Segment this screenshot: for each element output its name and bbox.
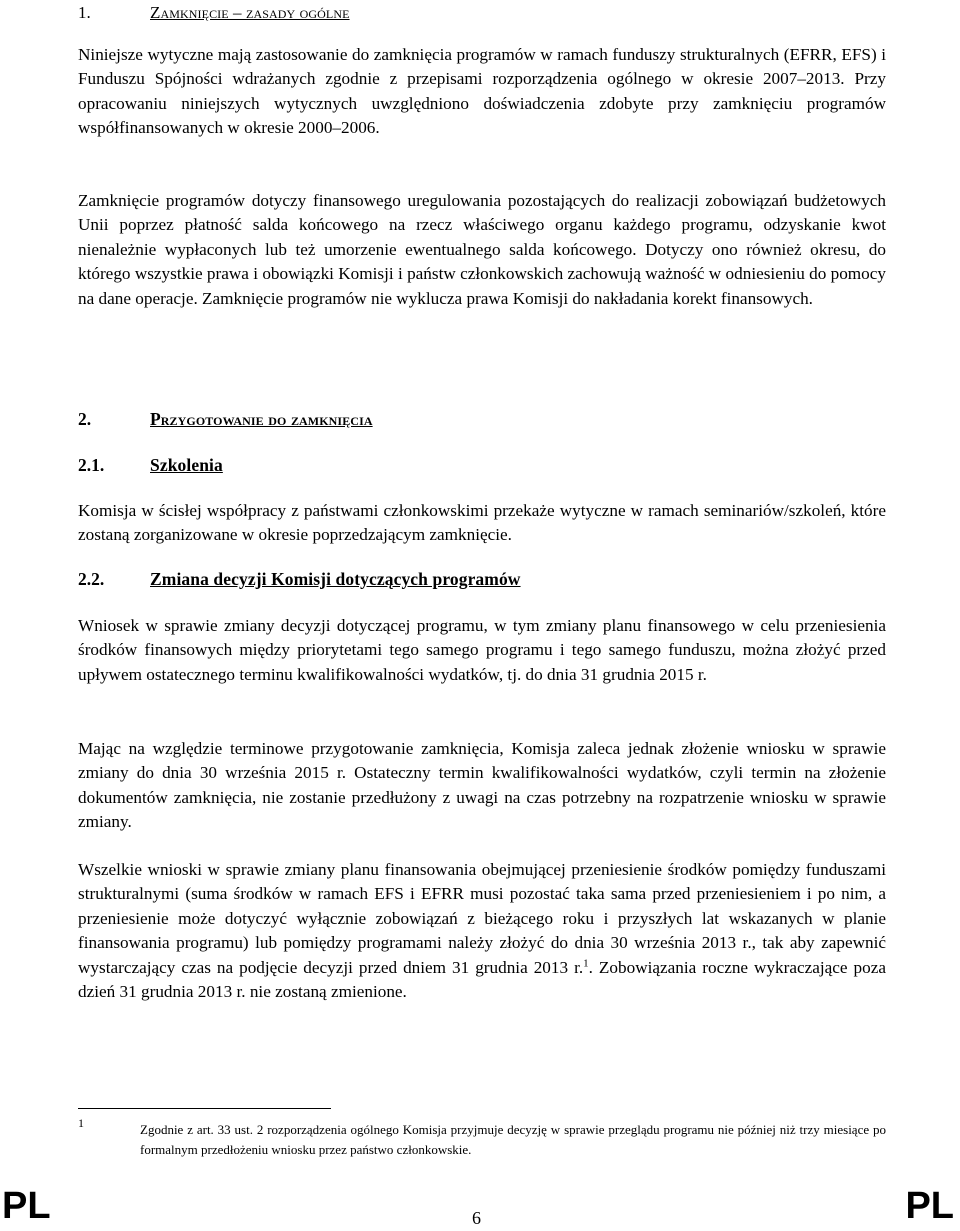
paragraph-training: Komisja w ścisłej współpracy z państwami członkowskimi przekaże wytyczne w ramach seminariów/szkoleń, które zostaną zorganizowane w okresie poprzedzającym zamknięcie. [78,501,886,545]
section-number: 2. [78,409,92,429]
paragraph-text: . Zobowiązania roczne wykraczające poza dzień 31 grudnia 2013 r. nie zostaną zmienione. [78,957,886,1002]
page-number: 6 [472,1208,481,1228]
section-title: Przygotowanie do zamknięcia [150,409,373,429]
paragraph-amendment-request: Wniosek w sprawie zmiany decyzji dotyczącej programu, w tym zmiany planu finansowego w celu przeniesienia środków finansowych między priorytetami tego samego programu i tego samego funduszu, można złożyć przed upływem ostatecznego terminu kwalifikowalności wydatków, tj. do dnia 31 grudnia 2015 r. [78,616,886,684]
paragraph-text: Wszelkie wnioski w sprawie zmiany planu finansowania obejmującej przeniesienie środków pomiędzy funduszami strukturalnymi (suma środków w ramach EFS i EFRR musi pozostać taka sama przed przeniesieniem i po nim, a przeniesienie może dotyczyć wyłącznie zobowiązań z bieżącego roku i przyszłych lat wskazanych w planie finansowania programu) lub pomiędzy programami należy złożyć do dnia 30 września 2013 r., tak aby zapewnić wystarczający czas na podjęcie decyzji przed dniem 31 grudnia 2013 r. [78,860,886,977]
footnote-text: Zgodnie z art. 33 ust. 2 rozporządzenia ogólnego Komisja przyjmuje decyzję w sprawie przeglądu programu nie później niż trzy miesiące po formalnym przedłożeniu wniosku przez państwo członkowskie. [140,1122,886,1157]
paragraph-closure-definition: Zamknięcie programów dotyczy finansowego uregulowania pozostających do realizacji zobowiązań budżetowych Unii poprzez płatność salda końcowego na rzecz właściwego organu każdego programu, odzyskanie kwot nienależnie wypłaconych lub też umorzenie ewentualnego salda końcowego. Dotyczy ono również okresu, do którego wszystkie prawa i obowiązki Komisji i państw członkowskich zachowują ważność w odniesieniu do pomocy na dane operacje. Zamknięcie programów nie wyklucza prawa Komisji do nakładania korekt finansowych. [78,191,886,308]
section-number: 2.1. [78,455,105,475]
section-number: 2.2. [78,569,105,589]
language-code-left: PL [2,1185,51,1227]
section-number: 1. [78,3,91,22]
footnote-reference[interactable]: 1 [583,956,589,969]
paragraph-fund-transfer [78,858,886,1004]
footnote-separator [78,1108,331,1109]
section-title: Zmiana decyzji Komisji dotyczących programów [150,569,521,589]
section-title: Szkolenia [150,455,223,475]
section-1-heading [78,3,350,23]
language-code-right: PL [905,1185,954,1227]
section-2-1-heading [78,455,223,476]
section-title: Zamknięcie – zasady ogólne [150,3,350,22]
paragraph-scope: Niniejsze wytyczne mają zastosowanie do zamknięcia programów w ramach funduszy strukturalnych (EFRR, EFS) i Funduszu Spójności wdrażanych zgodnie z przepisami rozporządzenia ogólnego w okresie 2007–2013. Przy opracowaniu niniejszych wytycznych uwzględniono doświadczenia zdobyte przy zamknięciu programów współfinansowanych w okresie 2000–2006. [78,45,886,138]
section-2-2-heading [78,569,521,590]
section-2-heading [78,409,373,430]
footnote-number: 1 [78,1116,84,1130]
paragraph-amendment-deadline: Mając na względzie terminowe przygotowanie zamknięcia, Komisja zaleca jednak złożenie wniosku w sprawie zmiany do dnia 30 września 2015 r. Ostateczny termin kwalifikowalności wydatków, czyli termin na złożenie dokumentów zamknięcia, nie zostanie przedłużony z uwagi na czas potrzebny na rozpatrzenie wniosku w sprawie zmiany. [78,739,886,832]
